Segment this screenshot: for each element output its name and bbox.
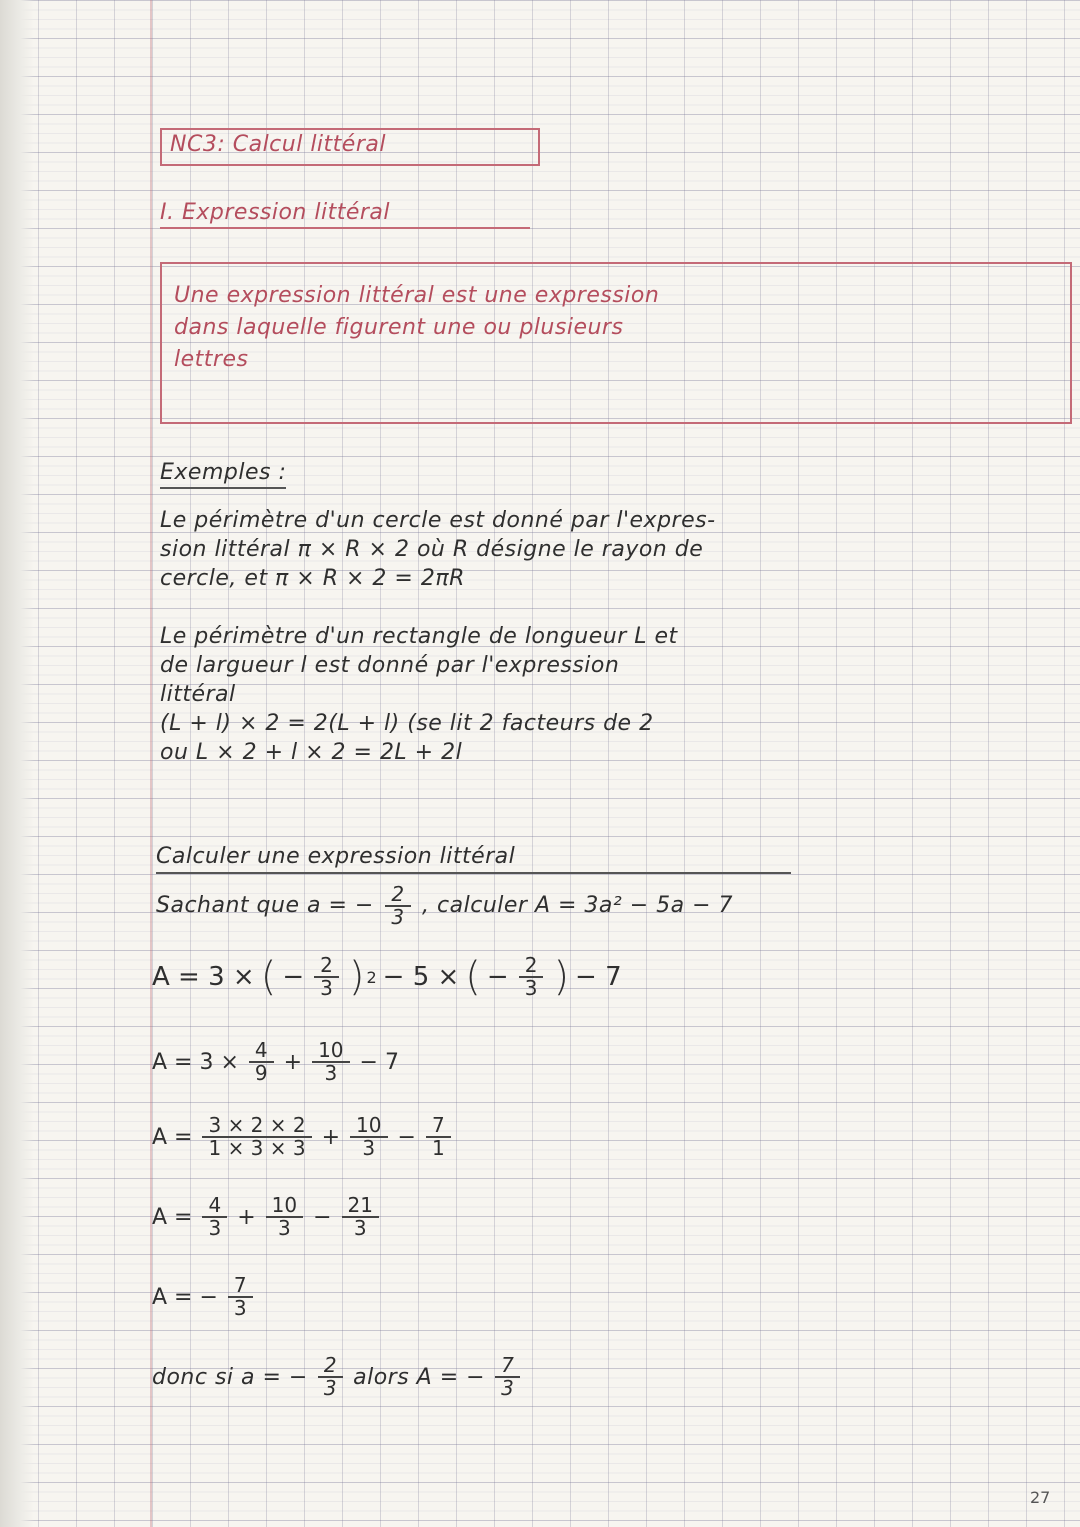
step4-f3-numerator: 21: [342, 1195, 379, 1218]
step2-lead: A = 3 ×: [152, 1049, 239, 1075]
step2-tail: − 7: [359, 1049, 399, 1075]
definition-line-1: Une expression littéral est une expression: [174, 283, 660, 308]
example-rectangle-line-3: littéral: [160, 682, 236, 707]
step1-middle: − 5 ×: [382, 962, 460, 992]
example-rectangle-line-4: (L + l) × 2 = 2(L + l) (se lit 2 facteurs de 2: [160, 711, 654, 736]
calc-step-1: [152, 955, 622, 999]
step3-plus: +: [321, 1124, 341, 1150]
step4-f2-numerator: 10: [266, 1195, 303, 1218]
chapter-title-box: [160, 128, 540, 166]
examples-title: Exemples :: [160, 460, 286, 489]
step3-f3-denominator: 1: [431, 1136, 445, 1160]
step4-fraction-1: [202, 1195, 227, 1239]
step5-fraction: [228, 1275, 253, 1319]
step5-f-numerator: 7: [228, 1275, 253, 1298]
chapter-title: NC3: Calcul littéral: [170, 132, 386, 157]
step4-f1-denominator: 3: [208, 1216, 222, 1240]
example-rectangle: [160, 622, 1065, 767]
step1-exponent: 2: [366, 967, 377, 987]
step2-f1-numerator: 4: [249, 1040, 274, 1063]
definition-line-2: dans laquelle figurent une ou plusieurs: [174, 315, 624, 340]
step3-f1-numerator: 3 × 2 × 2: [202, 1115, 311, 1138]
page-number: 27: [1030, 1488, 1051, 1507]
step1-f2-numerator: 2: [519, 955, 544, 978]
example-circle-line-2: sion littéral π × R × 2 où R désigne le rayon de: [160, 537, 704, 562]
calc-conclusion: [152, 1355, 524, 1399]
close-paren-2: ): [553, 954, 570, 1000]
conclusion-middle: alors A = −: [353, 1364, 486, 1390]
calc-title: Calculer une expression littéral: [156, 842, 791, 874]
step3-f2-denominator: 3: [362, 1136, 376, 1160]
step3-f2-numerator: 10: [350, 1115, 387, 1138]
step3-f1-denominator: 1 × 3 × 3: [208, 1136, 306, 1160]
step1-neg-2: −: [486, 962, 509, 992]
example-circle-line-1: Le périmètre d'un cercle est donné par l'expres-: [160, 508, 716, 533]
step3-fraction-2: [350, 1115, 387, 1159]
given-fraction-denominator: 3: [391, 905, 405, 929]
example-circle: [160, 506, 1065, 593]
step3-minus: −: [397, 1124, 416, 1150]
given-fraction: [385, 884, 410, 928]
step4-f3-denominator: 3: [353, 1216, 367, 1240]
step1-f1-numerator: 2: [314, 955, 339, 978]
close-paren: ): [348, 954, 365, 1000]
section-title: I. Expression littéral: [160, 200, 530, 229]
calc-step-5: [152, 1275, 257, 1319]
calc-step-2: [152, 1040, 399, 1084]
step4-plus: +: [237, 1204, 256, 1230]
calc-given: [156, 884, 956, 928]
open-paren-2: (: [465, 954, 481, 1000]
calc-step-4: [152, 1195, 383, 1239]
step2-plus: +: [283, 1049, 303, 1075]
step1-fraction-2: [519, 955, 544, 999]
step4-fraction-3: [342, 1195, 379, 1239]
conclusion-f2-numerator: 7: [495, 1355, 520, 1378]
step1-f2-denominator: 3: [524, 976, 538, 1000]
conclusion-f1-numerator: 2: [318, 1355, 343, 1378]
step4-fraction-2: [266, 1195, 303, 1239]
step1-neg: −: [282, 962, 305, 992]
conclusion-fraction-2: [495, 1355, 520, 1399]
given-prefix: Sachant que a = −: [156, 893, 374, 918]
step5-lead: A = −: [152, 1284, 218, 1310]
conclusion-f2-denominator: 3: [501, 1376, 515, 1400]
example-rectangle-line-1: Le périmètre d'un rectangle de longueur L et: [160, 624, 678, 649]
calc-step-3: [152, 1115, 455, 1159]
example-rectangle-line-2: de largueur l est donné par l'expression: [160, 653, 620, 678]
step1-lead: A = 3 ×: [152, 962, 255, 992]
step3-lead: A =: [152, 1124, 193, 1150]
step4-minus: −: [313, 1204, 332, 1230]
step1-fraction-1: [314, 955, 339, 999]
step5-f-denominator: 3: [233, 1296, 247, 1320]
step3-fraction-3: [426, 1115, 451, 1159]
definition-box: [160, 262, 1072, 424]
example-rectangle-line-5: ou L × 2 + l × 2 = 2L + 2l: [160, 740, 463, 765]
step2-f2-denominator: 3: [324, 1061, 338, 1085]
step2-fraction-1: [249, 1040, 274, 1084]
step3-f3-numerator: 7: [426, 1115, 451, 1138]
step3-fraction-1: [202, 1115, 311, 1159]
step2-fraction-2: [312, 1040, 349, 1084]
step4-lead: A =: [152, 1204, 193, 1230]
step1-f1-denominator: 3: [320, 976, 333, 1000]
open-paren: (: [260, 954, 277, 1000]
given-fraction-numerator: 2: [385, 884, 410, 907]
given-suffix: , calculer A = 3a² − 5a − 7: [422, 893, 734, 918]
step2-f1-denominator: 9: [254, 1061, 268, 1085]
definition-line-3: lettres: [174, 347, 249, 372]
conclusion-fraction-1: [318, 1355, 343, 1399]
step4-f1-numerator: 4: [202, 1195, 227, 1218]
step2-f2-numerator: 10: [312, 1040, 349, 1063]
step1-tail: − 7: [575, 962, 622, 992]
example-circle-line-3: cercle, et π × R × 2 = 2πR: [160, 566, 465, 591]
conclusion-f1-denominator: 3: [323, 1376, 338, 1400]
conclusion-lead: donc si a = −: [152, 1364, 308, 1390]
binding-edge: [0, 0, 34, 1527]
step4-f2-denominator: 3: [278, 1216, 291, 1240]
